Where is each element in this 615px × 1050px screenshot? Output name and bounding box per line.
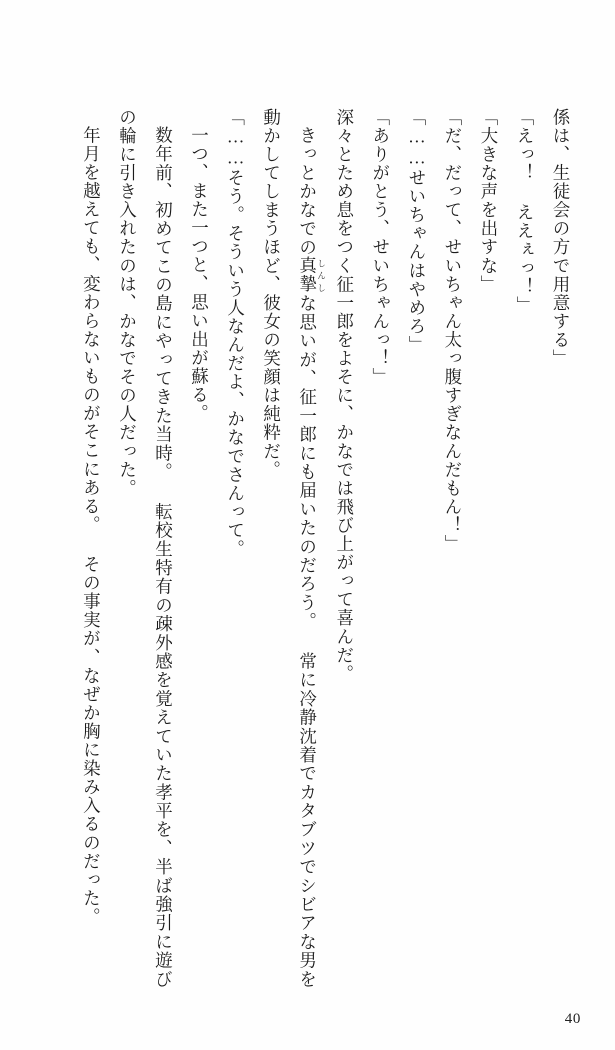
paragraph-11: 数年前、初めてこの島にやってきた当時。 転校生特有の疎外感を覚えていた孝平を、半ば強引に遊びの輪に引き入れたのは、かなでその人だった。 — [117, 108, 174, 988]
paragraph-1: 係は、生徒会の方で用意する」 — [551, 108, 571, 368]
paragraph-4: 「だ、だって、せいちゃん太っ腹すぎなんだもん！」 — [442, 108, 463, 554]
paragraph-12: 年月を越えても、変わらないものがそこにある。 その事実が、なぜか胸に染み入るのだった。 — [81, 125, 102, 926]
page-number: 40 — [564, 1011, 581, 1027]
page-body-text — [31, 108, 579, 988]
paragraph-5: 「……せいちゃんはやめろ」 — [406, 108, 427, 355]
paragraph-9: 「……そう。そういう人なんだよ、かなでさんって。 — [225, 108, 246, 559]
paragraph-8: きっとかなでの真摯 しんしな思いが、征一郎にも届いたのだろう。 常に冷静沈着でカタブツでシビアな男を動かしてしまうほど、彼女の笑顔は純粋だ。 — [261, 108, 327, 988]
paragraph-7: 深々とため息をつく征一郎をよそに、かなでは飛び上がって喜んだ。 — [334, 108, 355, 684]
paragraph-10: 一つ、また一つと、思い出が蘇る。 — [189, 125, 210, 423]
paragraph-6: 「ありがとう、せいちゃんっ！」 — [370, 108, 391, 387]
paragraph-2: 「えっ！ ええぇっ！」 — [514, 108, 535, 315]
paragraph-3: 「大きな声を出すな」 — [478, 108, 499, 294]
